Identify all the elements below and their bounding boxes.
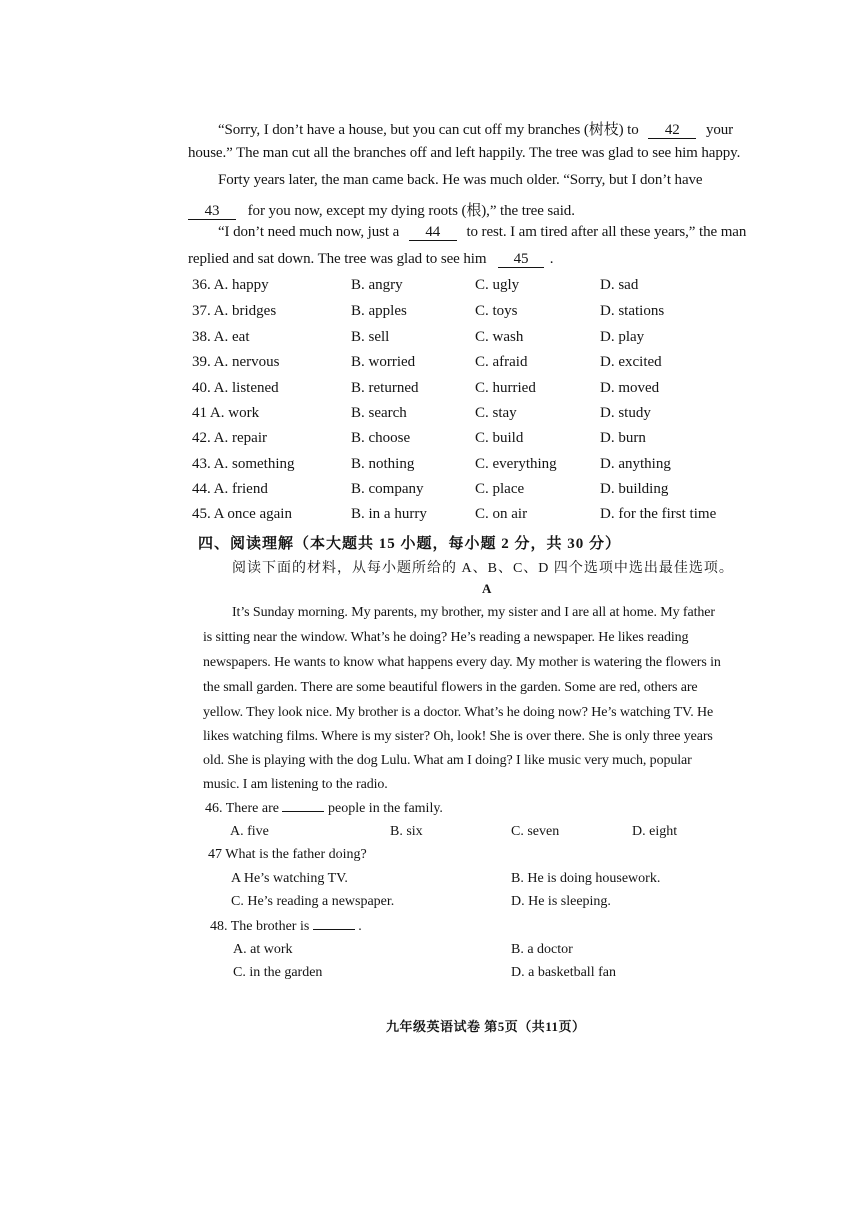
reading-line: It’s Sunday morning. My parents, my brother, my sister and I are all at home. My father	[232, 605, 715, 620]
section-title: 四、阅读理解（本大题共 15 小题，每小题 2 分，共 30 分）	[198, 536, 622, 552]
option-a: 37. A. bridges	[192, 303, 277, 319]
passage-text: .	[549, 251, 554, 267]
option-a: 42. A. repair	[192, 430, 267, 446]
answer-blank	[313, 929, 355, 930]
option-c: C. afraid	[475, 354, 528, 370]
blank-43: 43	[188, 203, 236, 220]
passage-text: Forty years later, the man came back. He was much older. “Sorry, but I don’t have	[218, 172, 703, 188]
option-c: C. on air	[475, 506, 528, 522]
option-c: C. seven	[511, 824, 560, 839]
reading-line: likes watching films. Where is my sister? Oh, look! She is over there. She is only three years	[203, 729, 713, 744]
reading-line: old. She is playing with the dog Lulu. What am I doing? I like music very much, popular	[203, 753, 692, 768]
option-d: D. stations	[600, 303, 665, 319]
option-d: D. a basketball fan	[511, 965, 616, 980]
blank-42: 42	[648, 122, 696, 139]
option-b: B. in a hurry	[351, 506, 427, 522]
question-47-stem: 47 What is the father doing?	[208, 847, 367, 862]
answer-blank	[282, 811, 324, 812]
passage-line-4	[188, 199, 575, 220]
option-a: A He’s watching TV.	[231, 871, 348, 886]
passage-line-6	[188, 251, 553, 268]
option-a: 45. A once again	[192, 506, 292, 522]
option-b: B. search	[351, 405, 407, 421]
option-c: C. stay	[475, 405, 517, 421]
question-text: people in the family.	[327, 801, 443, 816]
option-d: D. excited	[600, 354, 662, 370]
reading-line: is sitting near the window. What’s he doing? He’s reading a newspaper. He likes reading	[203, 630, 689, 645]
option-b: B. He is doing housework.	[511, 871, 661, 886]
passage-text: to rest. I am tired after all these years,” the man	[466, 224, 747, 240]
option-d: D. burn	[600, 430, 646, 446]
reading-line: newspapers. He wants to know what happens every day. My mother is watering the flowers in	[203, 655, 721, 670]
passage-text: “Sorry, I don’t have a house, but you can cut off my branches (树枝) to	[218, 122, 639, 138]
passage-line-5	[218, 224, 746, 241]
option-d: D. for the first time	[600, 506, 717, 522]
option-a: 41 A. work	[192, 405, 260, 421]
question-46-stem	[205, 801, 443, 817]
reading-line: yellow. They look nice. My brother is a doctor. What’s he doing now? He’s watching TV. He	[203, 705, 714, 720]
option-a: A. at work	[233, 942, 293, 957]
passage-text: replied and sat down. The tree was glad to see him	[188, 251, 487, 267]
option-d: D. building	[600, 481, 669, 497]
option-b: B. sell	[351, 329, 390, 345]
question-text: 46. There are	[205, 801, 279, 816]
question-text: 48. The brother is	[210, 919, 310, 934]
option-d: D. moved	[600, 380, 660, 396]
option-b: B. a doctor	[511, 942, 573, 957]
option-b: B. company	[351, 481, 424, 497]
option-c: C. everything	[475, 456, 557, 472]
option-b: B. worried	[351, 354, 416, 370]
page-footer: 九年级英语试卷 第5页（共11页）	[386, 1019, 586, 1034]
part-label: A	[482, 581, 493, 596]
option-a: 38. A. eat	[192, 329, 250, 345]
option-a: 39. A. nervous	[192, 354, 280, 370]
passage-line-1	[218, 118, 733, 139]
question-48-stem	[210, 919, 362, 935]
passage-line-2	[188, 145, 740, 162]
option-c: C. build	[475, 430, 524, 446]
option-c: C. wash	[475, 329, 524, 345]
section-instruction: 阅读下面的材料，从每小题所给的 A、B、C、D 四个选项中选出最佳选项。	[232, 561, 734, 576]
option-b: B. choose	[351, 430, 411, 446]
passage-line-3	[218, 172, 702, 189]
option-d: D. eight	[632, 824, 678, 839]
option-a: 44. A. friend	[192, 481, 268, 497]
reading-line: the small garden. There are some beautiful flowers in the garden. Some are red, others are	[203, 680, 698, 695]
option-b: B. apples	[351, 303, 407, 319]
passage-text: house.” The man cut all the branches off and left happily. The tree was glad to see him happy.	[188, 145, 741, 161]
option-b: B. six	[390, 824, 423, 839]
option-c: C. place	[475, 481, 525, 497]
option-a: 40. A. listened	[192, 380, 279, 396]
option-a: A. five	[230, 824, 269, 839]
option-b: B. nothing	[351, 456, 415, 472]
option-b: B. angry	[351, 277, 403, 293]
option-d: D. He is sleeping.	[511, 894, 611, 909]
option-d: D. anything	[600, 456, 671, 472]
option-c: C. hurried	[475, 380, 536, 396]
question-text: .	[358, 919, 362, 934]
option-c: C. ugly	[475, 277, 520, 293]
passage-text: for you now, except my dying roots (根),” the tree said.	[247, 203, 575, 219]
option-c: C. He’s reading a newspaper.	[231, 894, 395, 909]
passage-text: “I don’t need much now, just a	[218, 224, 400, 240]
option-a: 36. A. happy	[192, 277, 269, 293]
option-a: 43. A. something	[192, 456, 295, 472]
option-d: D. sad	[600, 277, 639, 293]
reading-line: music. I am listening to the radio.	[203, 777, 388, 792]
option-d: D. play	[600, 329, 645, 345]
blank-45: 45	[498, 251, 544, 268]
blank-44: 44	[409, 224, 457, 241]
option-c: C. toys	[475, 303, 518, 319]
option-b: B. returned	[351, 380, 419, 396]
option-d: D. study	[600, 405, 651, 421]
passage-text: your	[705, 122, 734, 138]
option-c: C. in the garden	[233, 965, 323, 980]
